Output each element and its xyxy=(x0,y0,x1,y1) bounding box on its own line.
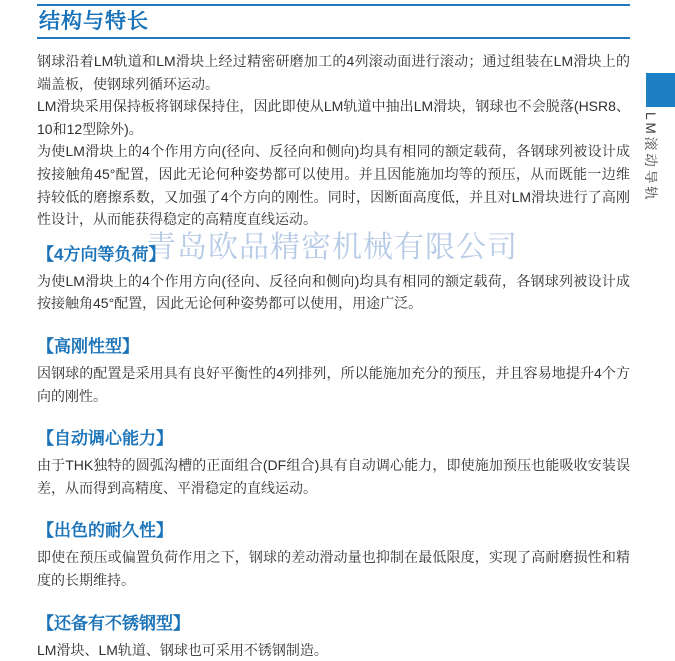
section-body: 由于THK独特的圆弧沟槽的正面组合(DF组合)具有自动调心能力，即使施加预压也能吸收安装误差，从而得到高精度、平滑稳定的直线运动。 xyxy=(37,454,630,499)
intro-block xyxy=(37,50,630,231)
section-heading: 【自动调心能力】 xyxy=(37,428,630,449)
intro-paragraph: 为使LM滑块上的4个作用方向(径向、反径向和侧向)均具有相同的额定载荷，各钢球列被设计成按接触角45°配置，因此无论何种姿势都可以使用。并且因能施加均等的预压，从而既能一边维持较低的磨擦系数，又加强了4个方向的刚性。同时，因断面高度低，并且对LM滑块进行了高刚性设计，从而能获得稳定的高精度直线运动。 xyxy=(37,140,630,230)
side-tab-label: LM滚动导轨 xyxy=(642,112,662,203)
title-bottom-rule xyxy=(37,37,630,39)
page-title: 结构与特长 xyxy=(39,9,630,35)
section-stainless xyxy=(37,613,630,661)
section-self-aligning xyxy=(37,428,630,499)
section-body: 为使LM滑块上的4个作用方向(径向、反径向和侧向)均具有相同的额定载荷，各钢球列被设计成按接触角45°配置，因此无论何种姿势都可以使用，用途广泛。 xyxy=(37,270,630,315)
section-body: 因钢球的配置是采用具有良好平衡性的4列排列，所以能施加充分的预压，并且容易地提升4个方向的刚性。 xyxy=(37,362,630,407)
section-high-rigidity xyxy=(37,336,630,407)
section-heading: 【还备有不锈钢型】 xyxy=(37,613,630,634)
section-equal-load xyxy=(37,244,630,315)
section-body: LM滑块、LM轨道、钢球也可采用不锈钢制造。 xyxy=(37,639,630,661)
section-heading: 【高刚性型】 xyxy=(37,336,630,357)
side-tab-marker xyxy=(646,73,675,107)
section-heading: 【4方向等负荷】 xyxy=(37,244,630,265)
section-body: 即使在预压或偏置负荷作用之下，钢球的差动滑动量也抑制在最低限度，实现了高耐磨损性和精度的长期维持。 xyxy=(37,546,630,591)
section-durability xyxy=(37,520,630,591)
intro-paragraph: LM滑块采用保持板将钢球保持住，因此即使从LM轨道中抽出LM滑块，钢球也不会脱落(HSR8、10和12型除外)。 xyxy=(37,95,630,140)
company-watermark: 青岛欧品精密机械有限公司 xyxy=(146,222,518,266)
title-top-rule xyxy=(37,4,630,6)
content-area xyxy=(37,0,630,661)
intro-paragraph: 钢球沿着LM轨道和LM滑块上经过精密研磨加工的4列滚动面进行滚动；通过组装在LM滑块上的端盖板，使钢球列循环运动。 xyxy=(37,50,630,95)
section-heading: 【出色的耐久性】 xyxy=(37,520,630,541)
title-block xyxy=(37,4,630,39)
